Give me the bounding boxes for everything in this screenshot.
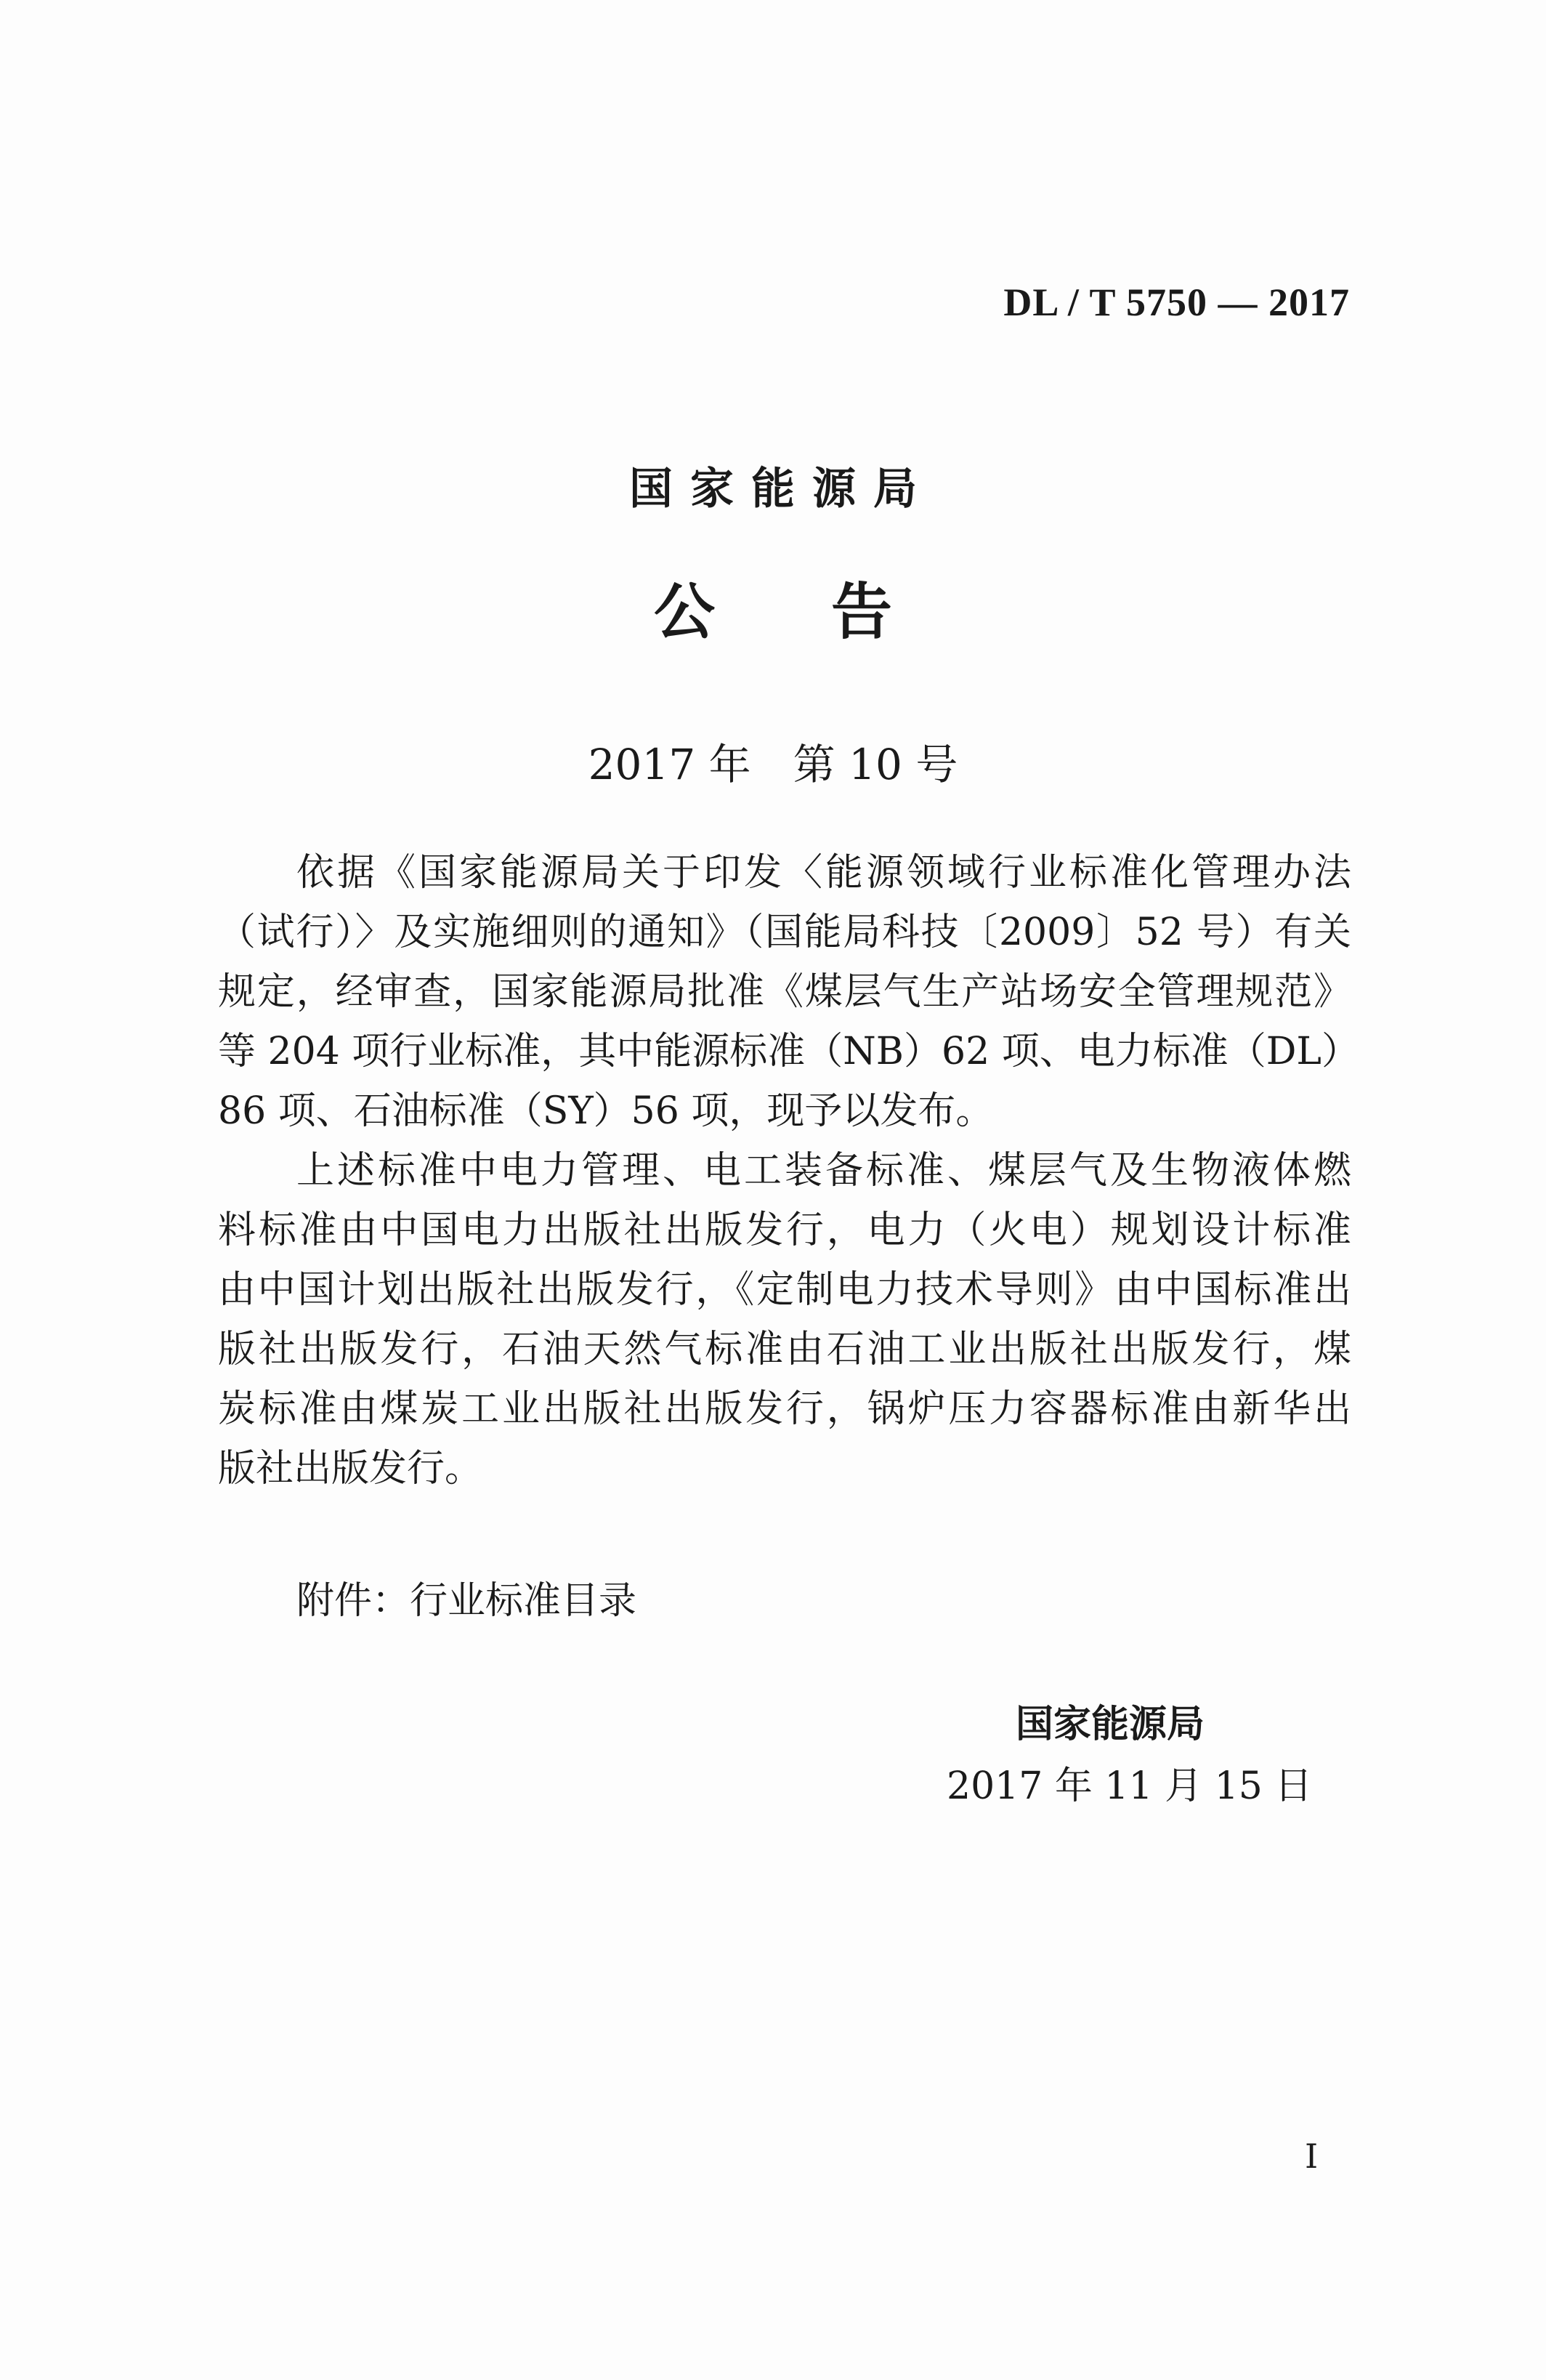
body-line: （试行）〉及实施细则的通知》（国能局科技〔2009〕52 号）有关 [218, 911, 1351, 954]
issuer-heading: 国家能源局 [629, 464, 934, 515]
signature-date: 2017 年 11 月 15 日 [947, 1764, 1313, 1808]
standard-number: DL / T 5750 — 2017 [1003, 281, 1350, 324]
body-line: 上述标准中电力管理、电工装备标准、煤层气及生物液体燃 [296, 1149, 1351, 1193]
announcement-title: 公告 [653, 576, 1008, 648]
paragraph-2 [218, 1141, 1351, 1498]
body-line: 86 项、石油标准（SY）56 项，现予以发布。 [218, 1089, 994, 1133]
paragraph-1 [218, 843, 1359, 1141]
page-number: I [1305, 2137, 1319, 2176]
body-line: 由中国计划出版社出版发行，《定制电力技术导则》由中国标准出 [218, 1268, 1351, 1312]
signature-org: 国家能源局 [1016, 1703, 1205, 1746]
body-line: 版社出版发行，石油天然气标准由石油工业出版社出版发行，煤 [218, 1328, 1351, 1371]
attachment-note: 附件：行业标准目录 [296, 1579, 637, 1623]
body-line: 规定，经审查，国家能源局批准《煤层气生产站场安全管理规范》 [218, 970, 1351, 1014]
issue-number: 2017 年 第 10 号 [588, 740, 958, 789]
body-line: 等 204 项行业标准，其中能源标准（NB）62 项、电力标准（DL） [218, 1030, 1359, 1073]
body-line: 依据《国家能源局关于印发〈能源领域行业标准化管理办法 [296, 851, 1351, 895]
body-line: 料标准由中国电力出版社出版发行，电力（火电）规划设计标准 [218, 1209, 1351, 1252]
body-line: 版社出版发行。 [218, 1447, 483, 1490]
announcement-body [218, 843, 1359, 1498]
body-line: 炭标准由煤炭工业出版社出版发行，锅炉压力容器标准由新华出 [218, 1387, 1351, 1431]
